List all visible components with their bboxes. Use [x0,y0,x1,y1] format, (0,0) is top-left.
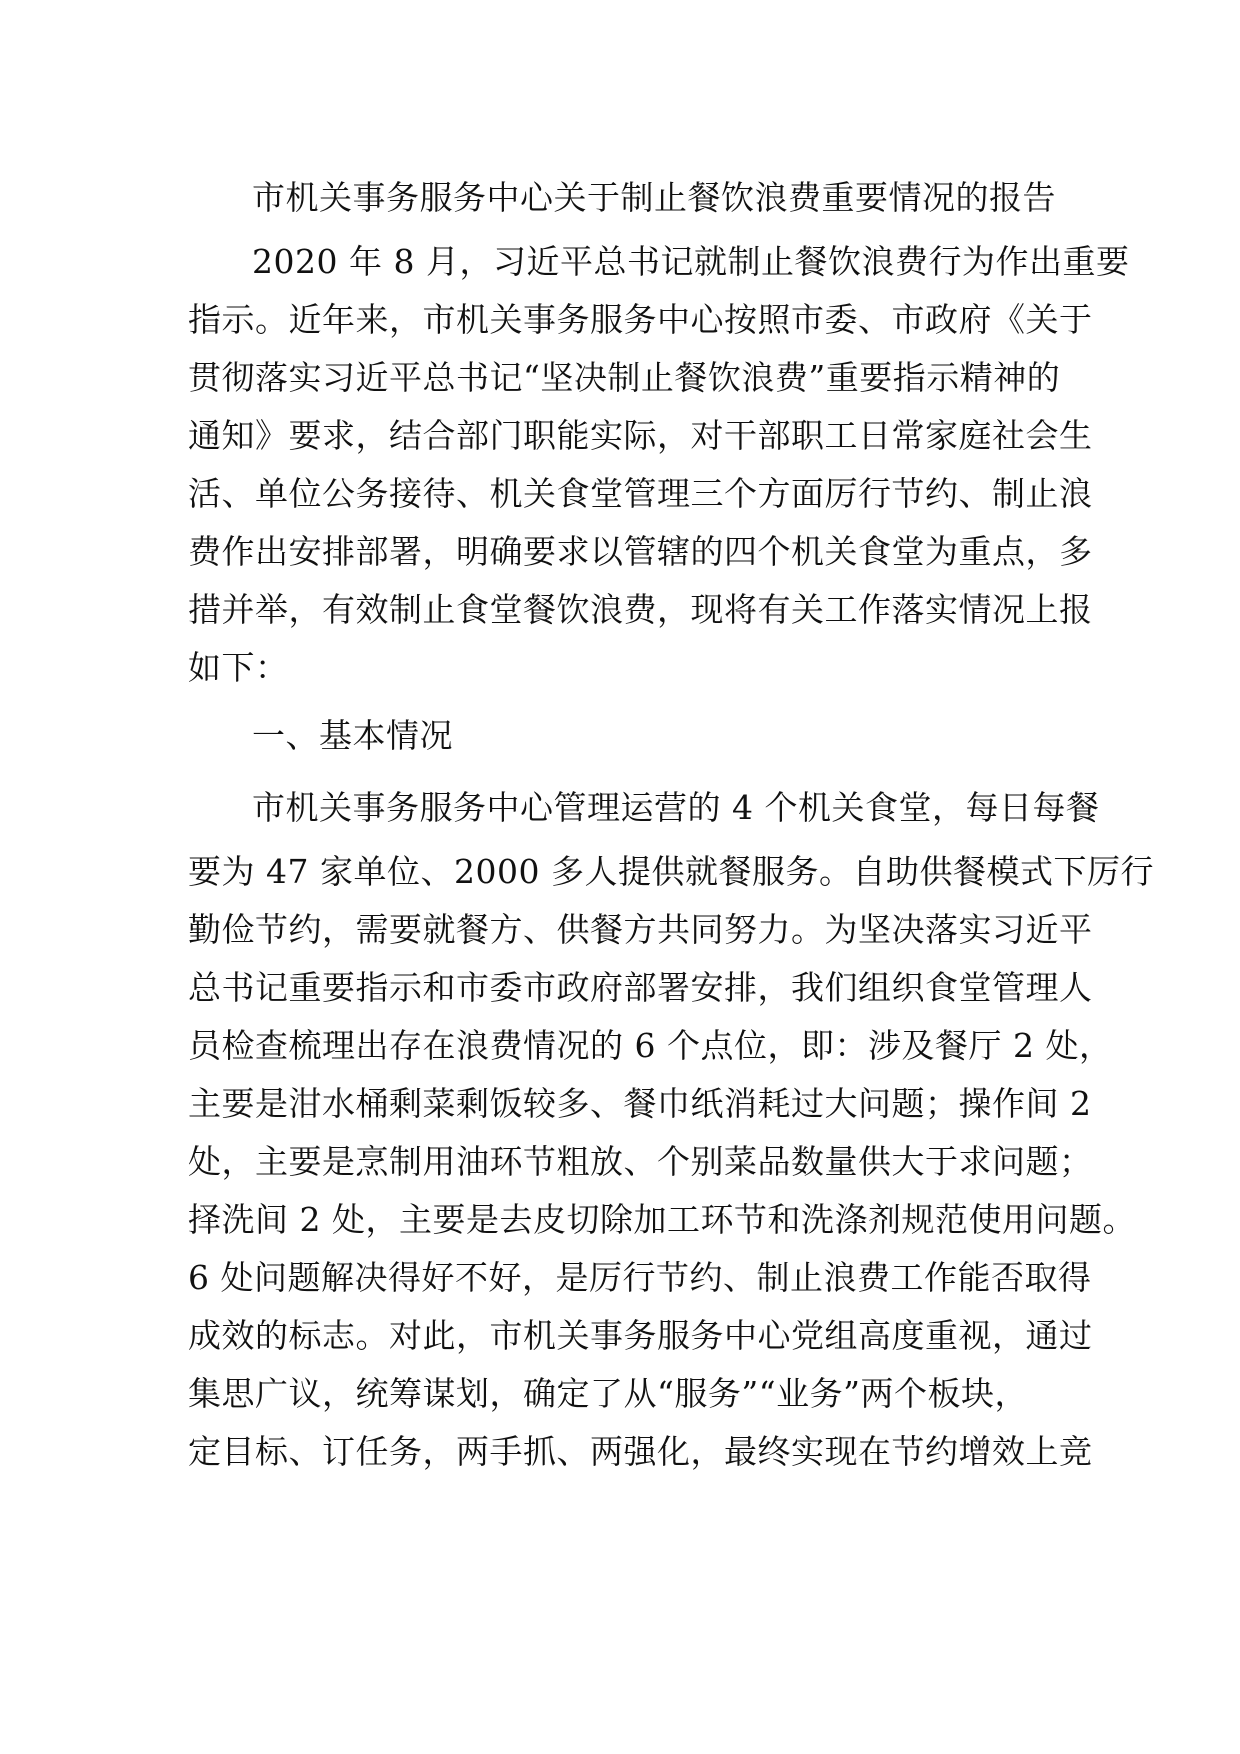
paragraph-line: 措并举，有效制止食堂餐饮浪费，现将有关工作落实情况上报 [188,590,1093,629]
paragraph-line: 集思广议，统筹谋划，确定了从“服务”“业务”两个板块， [188,1374,1028,1413]
paragraph-line: 指示。近年来，市机关事务服务中心按照市委、市政府《关于 [188,300,1093,339]
paragraph-line: 定目标、订任务，两手抓、两强化，最终实现在节约增效上竞 [188,1432,1093,1471]
paragraph-line: 勤俭节约，需要就餐方、供餐方共同努力。为坚决落实习近平 [188,910,1093,949]
document-title: 市机关事务服务中心关于制止餐饮浪费重要情况的报告 [252,178,1056,217]
paragraph-line: 员检查梳理出存在浪费情况的 6 个点位，即：涉及餐厅 2 处， [188,1026,1113,1065]
paragraph-line: 择洗间 2 处，主要是去皮切除加工环节和洗涤剂规范使用问题。 [188,1200,1136,1239]
paragraph-line: 贯彻落实习近平总书记“坚决制止餐饮浪费”重要指示精神的 [188,358,1061,397]
paragraph-line: 总书记重要指示和市委市政府部署安排，我们组织食堂管理人 [188,968,1093,1007]
paragraph-line: 如下： [188,648,289,687]
paragraph-line: 要为 47 家单位、2000 多人提供就餐服务。自助供餐模式下厉行 [188,852,1154,891]
paragraph-line: 市机关事务服务中心管理运营的 4 个机关食堂，每日每餐 [252,788,1100,827]
paragraph-line: 2020 年 8 月，习近平总书记就制止餐饮浪费行为作出重要 [252,242,1130,281]
paragraph-line: 成效的标志。对此，市机关事务服务中心党组高度重视，通过 [188,1316,1093,1355]
paragraph-line: 通知》要求，结合部门职能实际，对干部职工日常家庭社会生 [188,416,1093,455]
paragraph-line: 活、单位公务接待、机关食堂管理三个方面厉行节约、制止浪 [188,474,1093,513]
paragraph-line: 处，主要是烹制用油环节粗放、个别菜品数量供大于求问题； [188,1142,1093,1181]
paragraph-line: 主要是泔水桶剩菜剩饭较多、餐巾纸消耗过大问题；操作间 2 [188,1084,1092,1123]
section-heading: 一、基本情况 [252,716,453,755]
paragraph-line: 6 处问题解决得好不好，是厉行节约、制止浪费工作能否取得 [188,1258,1092,1297]
paragraph-line: 费作出安排部署，明确要求以管辖的四个机关食堂为重点，多 [188,532,1093,571]
